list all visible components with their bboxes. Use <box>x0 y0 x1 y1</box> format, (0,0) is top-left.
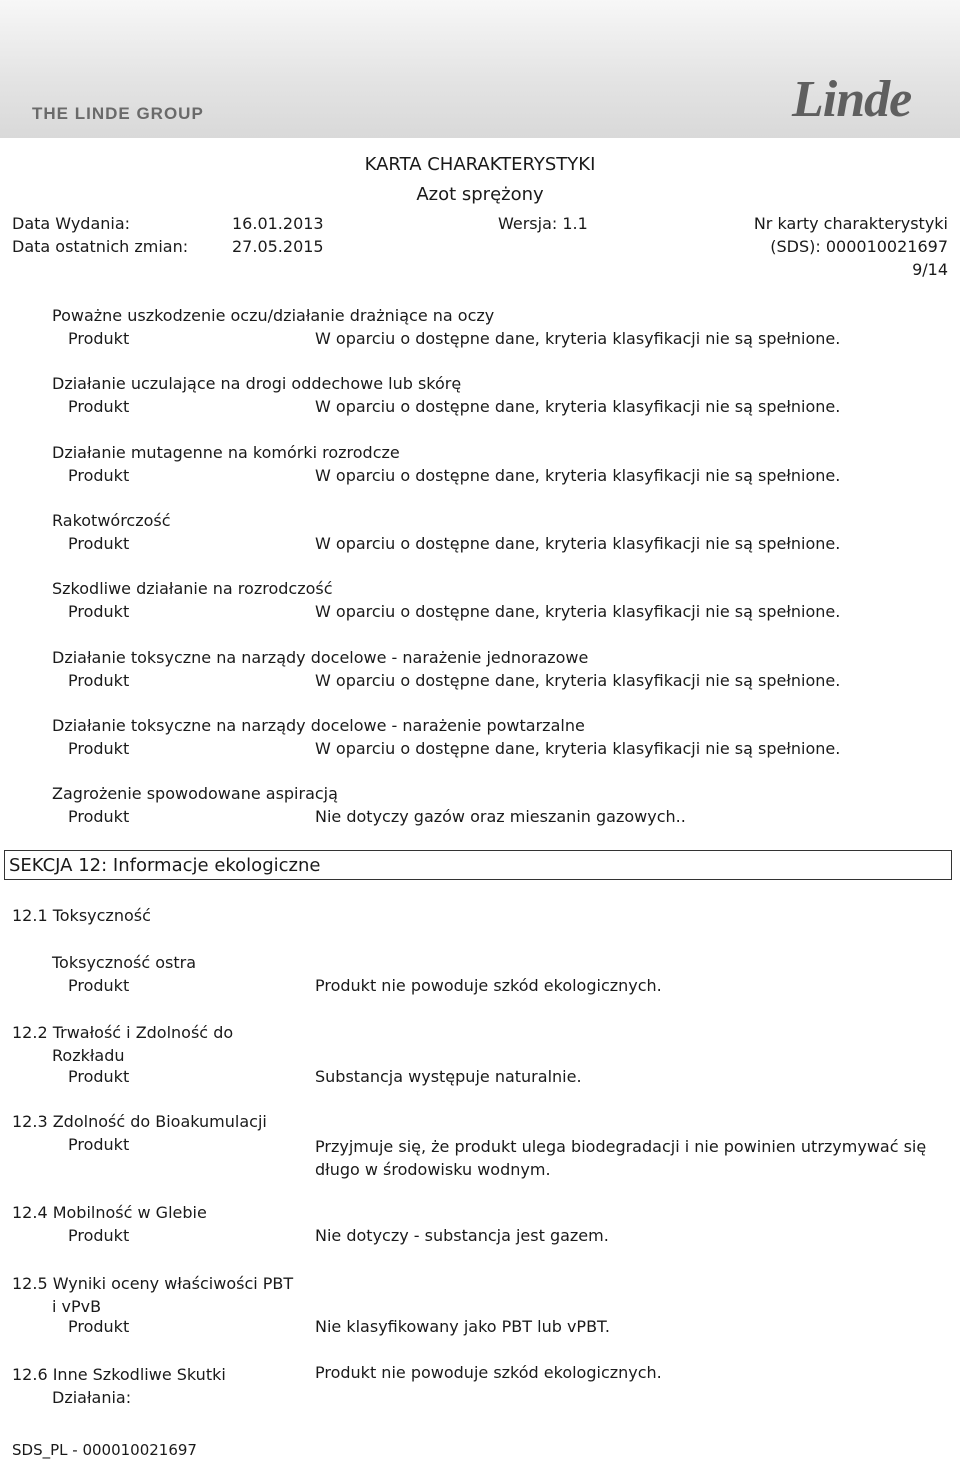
s122-label: Produkt <box>68 1067 130 1086</box>
tox-label: Produkt <box>68 807 130 826</box>
tox-heading: Działanie mutagenne na komórki rozrodcze <box>52 443 400 462</box>
tox-label: Produkt <box>68 466 130 485</box>
tox-heading: Działanie uczulające na drogi oddechowe lub skórę <box>52 374 462 393</box>
acute-toxicity-heading: Toksyczność ostra <box>52 953 197 972</box>
subsection-12-5 <box>12 1272 302 1318</box>
subsection-12-6-text: 12.6 Inne Szkodliwe Skutki Działania: <box>12 1365 226 1407</box>
subsection-12-4: 12.4 Mobilność w Glebie <box>12 1203 207 1222</box>
tox-value: W oparciu o dostępne dane, kryteria klasyfikacji nie są spełnione. <box>315 671 841 690</box>
subsection-12-2-text: 12.2 Trwałość i Zdolność do Rozkładu <box>12 1023 234 1065</box>
subsection-12-1: 12.1 Toksyczność <box>12 906 151 925</box>
tox-label: Produkt <box>68 329 130 348</box>
s124-label: Produkt <box>68 1226 130 1245</box>
revision-date: 27.05.2015 <box>232 237 324 256</box>
tox-heading: Działanie toksyczne na narządy docelowe - narażenie powtarzalne <box>52 716 585 735</box>
s125-label: Produkt <box>68 1317 130 1336</box>
tox-label: Produkt <box>68 397 130 416</box>
s126-value: Produkt nie powoduje szkód ekologicznych. <box>315 1363 662 1382</box>
tox-heading: Szkodliwe działanie na rozrodczość <box>52 579 333 598</box>
subsection-12-5-text: 12.5 Wyniki oceny właściwości PBT i vPvB <box>12 1274 294 1316</box>
footer-doc-code: SDS_PL - 000010021697 <box>12 1441 197 1459</box>
tox-value: W oparciu o dostępne dane, kryteria klasyfikacji nie są spełnione. <box>315 466 841 485</box>
tox-label: Produkt <box>68 739 130 758</box>
s123-label: Produkt <box>68 1135 130 1154</box>
tox-label: Produkt <box>68 602 130 621</box>
subsection-12-2 <box>12 1021 262 1067</box>
tox-heading: Rakotwórczość <box>52 511 171 530</box>
tox-label: Produkt <box>68 534 130 553</box>
page-number: 9/14 <box>912 260 948 279</box>
tox-value: Nie dotyczy gazów oraz mieszanin gazowych.. <box>315 807 686 826</box>
product-name: Azot sprężony <box>416 184 544 205</box>
section-12-title: SEKCJA 12: Informacje ekologiczne <box>9 855 321 876</box>
section-12-header <box>4 850 952 880</box>
tox-heading: Zagrożenie spowodowane aspiracją <box>52 784 338 803</box>
tox-heading: Poważne uszkodzenie oczu/działanie drażniące na oczy <box>52 306 495 325</box>
sds-number: (SDS): 000010021697 <box>770 237 948 256</box>
tox-value: W oparciu o dostępne dane, kryteria klasyfikacji nie są spełnione. <box>315 534 841 553</box>
s121-label: Produkt <box>68 976 130 995</box>
issue-date-label: Data Wydania: <box>12 214 131 233</box>
tox-heading: Działanie toksyczne na narządy docelowe - narażenie jednorazowe <box>52 648 589 667</box>
s124-value: Nie dotyczy - substancja jest gazem. <box>315 1226 609 1245</box>
version: Wersja: 1.1 <box>498 214 588 233</box>
s123-value: Przyjmuje się, że produkt ulega biodegradacji i nie powinien utrzymywać się długo w środowisku wodnym. <box>315 1137 927 1179</box>
revision-date-label: Data ostatnich zmian: <box>12 237 189 256</box>
s122-value: Substancja występuje naturalnie. <box>315 1067 582 1086</box>
tox-label: Produkt <box>68 671 130 690</box>
tox-value: W oparciu o dostępne dane, kryteria klasyfikacji nie są spełnione. <box>315 329 841 348</box>
s125-value: Nie klasyfikowany jako PBT lub vPBT. <box>315 1317 610 1336</box>
s121-value: Produkt nie powoduje szkód ekologicznych. <box>315 976 662 995</box>
tox-value: W oparciu o dostępne dane, kryteria klasyfikacji nie są spełnione. <box>315 739 841 758</box>
sds-number-label: Nr karty charakterystyki <box>753 214 948 233</box>
document-title: KARTA CHARAKTERYSTYKI <box>364 154 596 175</box>
subsection-12-6 <box>12 1363 262 1409</box>
tox-value: W oparciu o dostępne dane, kryteria klasyfikacji nie są spełnione. <box>315 397 841 416</box>
subsection-12-3: 12.3 Zdolność do Bioakumulacji <box>12 1112 267 1131</box>
tox-value: W oparciu o dostępne dane, kryteria klasyfikacji nie są spełnione. <box>315 602 841 621</box>
issue-date: 16.01.2013 <box>232 214 324 233</box>
linde-group-logo: THE LINDE GROUP <box>32 104 204 123</box>
linde-logo: Linde <box>792 71 912 128</box>
